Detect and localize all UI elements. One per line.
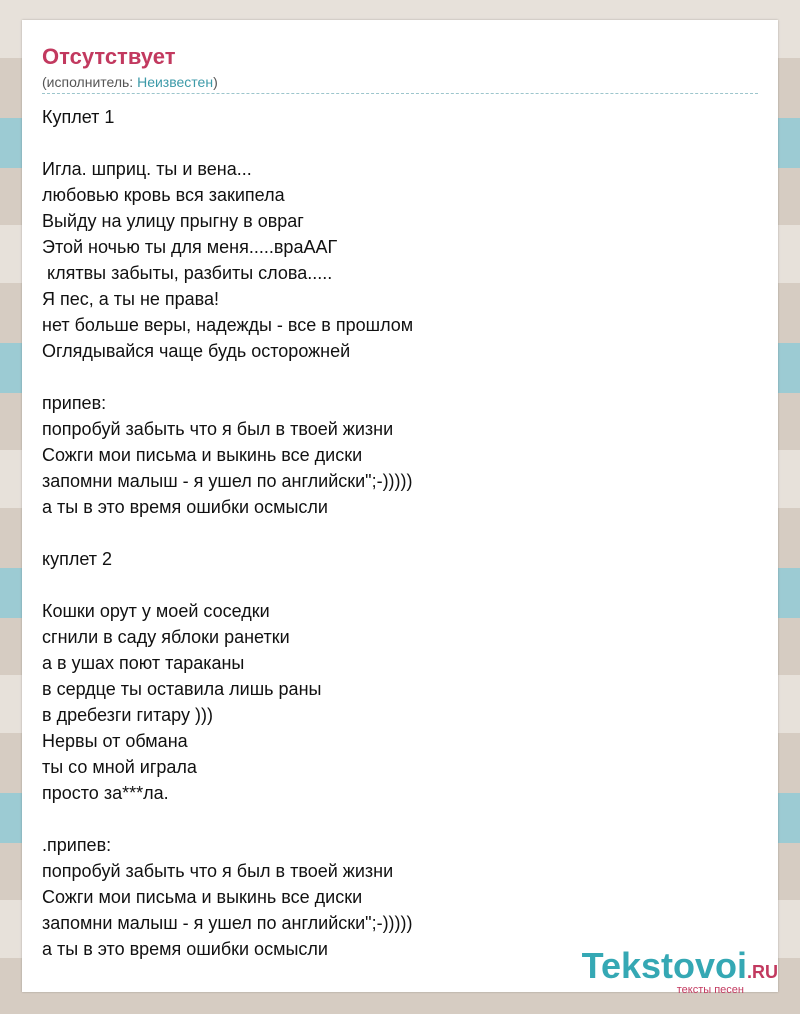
lyric-line: Оглядывайся чаще будь осторожней [42,341,351,361]
lyric-line: попробуй забыть что я был в твоей жизни [42,419,394,439]
lyric-line: куплет 2 [42,549,112,569]
lyric-line: припев: [42,393,107,413]
lyric-line: запомни малыш - я ушел по английски";-))))) [42,913,413,933]
lyric-line: клятвы забыты, разбиты слова..... [42,263,333,283]
header-divider [42,93,758,94]
artist-line [42,72,758,92]
lyric-line: запомни малыш - я ушел по английски";-))))) [42,471,413,491]
logo-tld: .RU [747,962,778,982]
lyric-line: в сердце ты оставила лишь раны [42,679,322,699]
artist-prefix: (исполнитель: [42,74,138,90]
lyric-line: просто за***ла. [42,783,169,803]
lyric-line: Сожги мои письма и выкинь все диски [42,887,363,907]
lyrics-card [22,20,778,996]
lyrics-text [42,104,758,962]
song-header [42,44,758,92]
lyric-line: Куплет 1 [42,107,115,127]
lyric-line: Нервы от обмана [42,731,188,751]
lyric-line: Сожги мои письма и выкинь все диски [42,445,363,465]
artist-link[interactable]: Неизвестен [137,74,214,90]
lyric-line: Игла. шприц. ты и вена... [42,159,252,179]
lyric-line: нет больше веры, надежды - все в прошлом [42,315,414,335]
lyric-line: .припев: [42,835,112,855]
lyric-line: попробуй забыть что я был в твоей жизни [42,861,394,881]
lyric-line: ты со мной играла [42,757,197,777]
lyric-line: а ты в это время ошибки осмысли [42,497,328,517]
lyric-line: любовью кровь вся закипела [42,185,285,205]
lyric-line: а ты в это время ошибки осмысли [42,939,328,959]
logo-name: Tekstovoi [581,945,747,986]
lyric-line: Выйду на улицу прыгну в овраг [42,211,304,231]
lyric-line: в дребезги гитару ))) [42,705,213,725]
lyric-line: сгнили в саду яблоки ранетки [42,627,290,647]
site-logo[interactable] [568,945,778,996]
lyric-line: Этой ночью ты для меня.....враААГ [42,237,338,257]
song-title: Отсутствует [42,44,176,69]
artist-suffix: ) [213,74,218,90]
lyric-line: Кошки орут у моей соседки [42,601,270,621]
lyric-line: а в ушах поют тараканы [42,653,245,673]
logo-tagline: тексты песен [676,984,744,996]
lyric-line: Я пес, а ты не права! [42,289,220,309]
